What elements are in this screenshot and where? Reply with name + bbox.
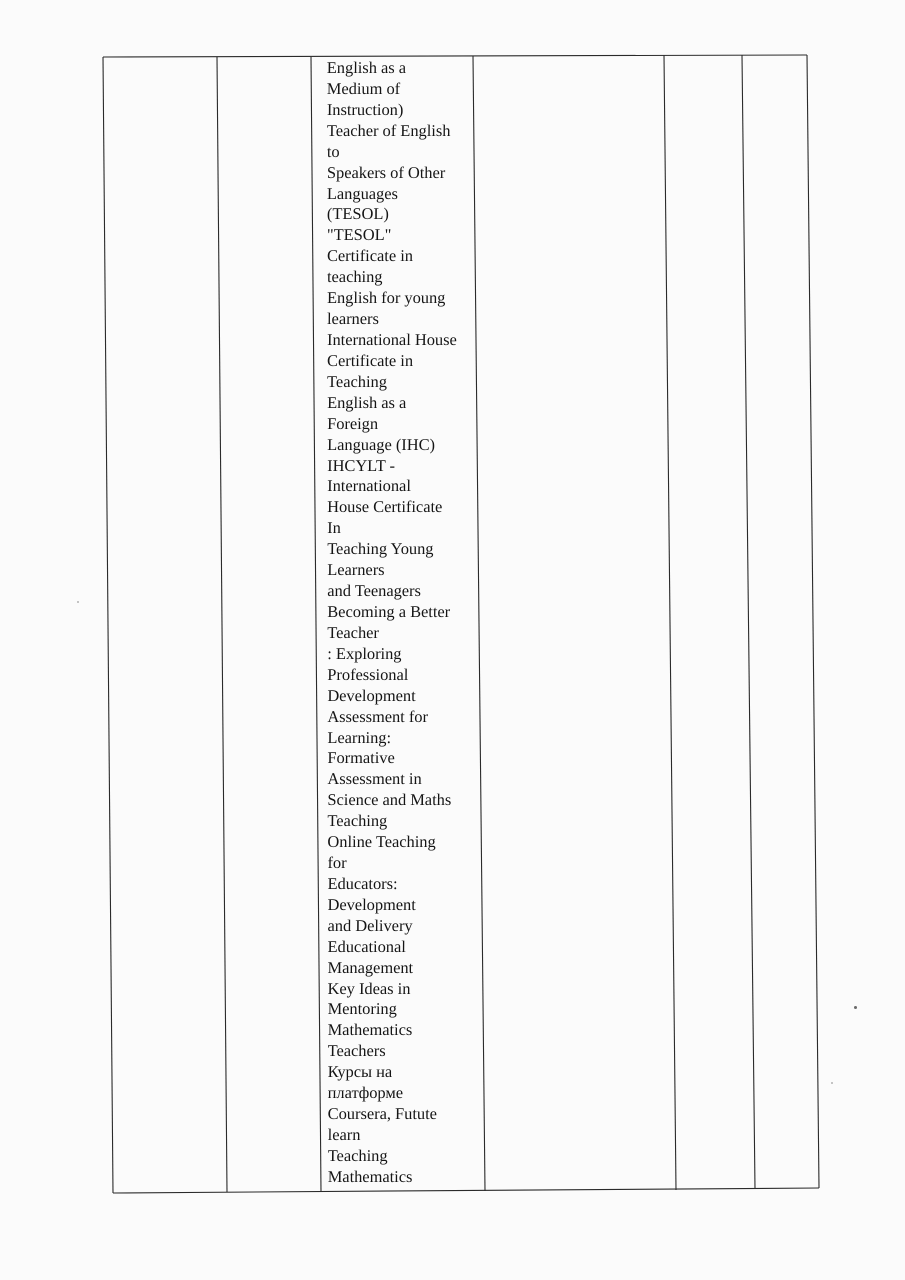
course-line: "TESOL" (326, 225, 392, 245)
course-line: and Delivery (327, 915, 413, 935)
course-line: for (327, 853, 347, 873)
course-line: Teaching (327, 811, 388, 831)
course-line: Teacher of English (326, 120, 451, 140)
course-line: Teaching (327, 1145, 388, 1165)
column-line-6 (742, 55, 755, 1189)
course-line: Teachers (327, 1041, 386, 1061)
course-line: Professional (327, 664, 409, 684)
course-line: teaching (326, 267, 383, 287)
course-line: Educators: (327, 873, 398, 893)
course-line: Online Teaching (327, 832, 436, 852)
course-line: Mathematics (327, 1020, 413, 1040)
scan-speck (831, 1082, 833, 1084)
course-line: and Teenagers (327, 581, 422, 601)
table-top-border (103, 55, 807, 57)
course-line: Languages (326, 183, 399, 203)
course-line: English for young (326, 288, 446, 308)
course-line: Management (327, 957, 414, 977)
course-line: learn (327, 1125, 361, 1145)
course-line: Educational (327, 936, 406, 956)
column-line-2 (217, 57, 227, 1192)
course-line: Teaching Young (327, 539, 434, 559)
course-line: платформе (327, 1083, 404, 1103)
course-line: to (326, 141, 340, 161)
course-line: Development (327, 685, 416, 705)
scan-speck (77, 601, 79, 603)
course-line: (TESOL) (326, 204, 389, 224)
column-line-7 (807, 55, 819, 1188)
course-line: Teacher (327, 622, 380, 642)
course-line: International (327, 476, 412, 496)
course-line: Assessment for (327, 706, 429, 726)
course-line: Key Ideas in (327, 978, 411, 998)
course-line: Certificate in (326, 246, 414, 266)
course-line: In (327, 518, 341, 538)
course-line: Formative (327, 748, 395, 768)
course-line: Medium of (326, 78, 401, 98)
course-line: Development (327, 894, 416, 914)
course-line: House Certificate (327, 497, 443, 517)
course-line: Certificate in (327, 350, 414, 370)
course-line: Mathematics (327, 1166, 413, 1186)
course-line: Instruction) (326, 99, 404, 119)
course-line: English as a (326, 58, 407, 77)
course-line: Coursera, Futute (327, 1104, 438, 1124)
column-line-5 (664, 55, 676, 1190)
course-line: IHCYLT - (327, 455, 396, 475)
scan-speck (854, 1006, 857, 1009)
course-line: Mentoring (327, 999, 397, 1019)
course-line: International House (326, 329, 457, 349)
course-line: Learning: (327, 727, 392, 747)
course-list-cell (317, 58, 477, 1188)
course-line: Assessment in (327, 769, 422, 789)
course-line: learners (326, 309, 380, 329)
course-line: Language (IHC) (327, 434, 436, 454)
column-line-1 (103, 57, 113, 1193)
course-line: : Exploring (327, 643, 402, 663)
course-line: Becoming a Better (327, 601, 451, 621)
course-line: Foreign (327, 413, 379, 433)
course-line: Science and Maths (327, 790, 452, 810)
course-line: Teaching (327, 371, 388, 391)
course-line: English as a (327, 392, 407, 412)
table-bottom-border (113, 1188, 819, 1193)
course-line: Learners (327, 560, 385, 580)
course-line: Speakers of Other (326, 162, 446, 182)
course-line: Курсы на (327, 1062, 393, 1082)
